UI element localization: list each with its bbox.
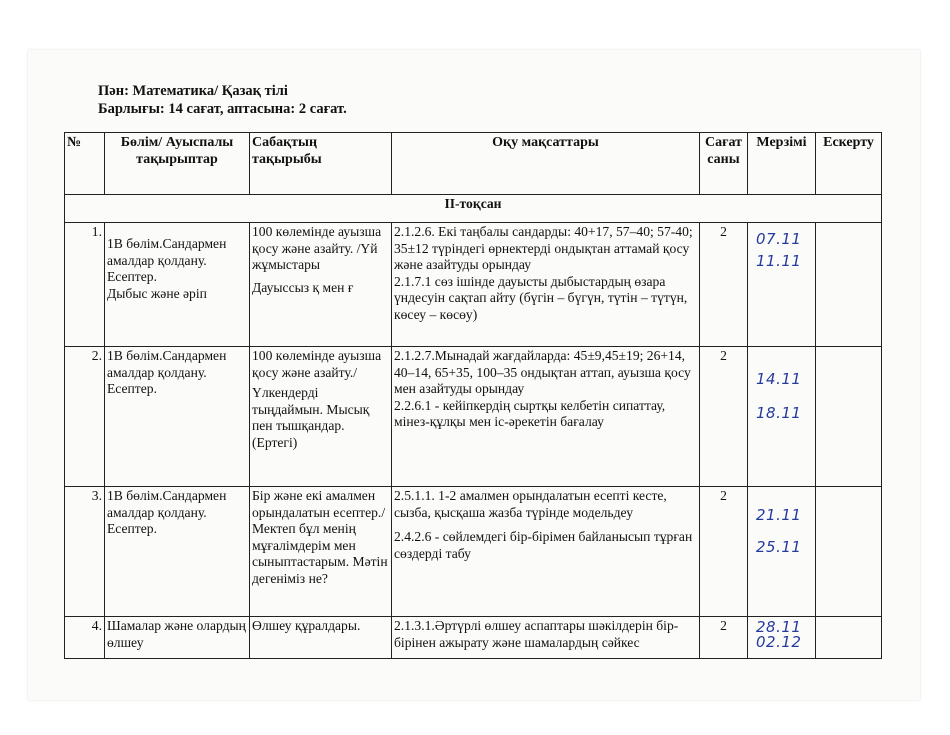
row-section bbox=[105, 487, 250, 617]
objective-text: 2.2.6.1 - кейіпкердің сыртқы келбетін сипаттау, мінез-құлқы мен іс-әрекетін бағалау bbox=[394, 397, 666, 430]
col-header-topic: Сабақтың тақырыбы bbox=[250, 133, 392, 195]
objective-text: 2.1.7.1 сөз ішінде дауысты дыбыстардың өзара үндесуін сақтап айту (бүгін – бүгүн, түтін – түтүн, көсеу – көсөу) bbox=[394, 273, 688, 322]
row-section bbox=[105, 347, 250, 487]
handwritten-date: 14.11 bbox=[756, 370, 802, 388]
table-row bbox=[65, 617, 882, 659]
handwritten-date: 11.11 bbox=[756, 252, 802, 271]
total-hours-line: Барлығы: 14 сағат, аптасына: 2 сағат. bbox=[98, 101, 347, 117]
section-text: 1В бөлім.Сандармен амалдар қолдану. Есептер. bbox=[107, 488, 227, 537]
row-hours: 2 bbox=[700, 617, 748, 659]
table-row bbox=[65, 347, 882, 487]
table-row bbox=[65, 487, 882, 617]
row-number: 1. bbox=[65, 223, 105, 347]
row-hours: 2 bbox=[700, 347, 748, 487]
objective-text: 2.1.2.7.Мынадай жағдайларда: 45±9,45±19; 26+14, 40–14, 65+35, 100–35 ондықтан аттап, ауызша қосу мен азайтуды орындау bbox=[394, 348, 691, 397]
handwritten-date: 21.11 bbox=[756, 506, 802, 524]
objective-text: 2.1.3.1.Әртүрлі өлшеу аспаптары шәкілдерін бір-бірінен ажырату және шамалардың сәйкес bbox=[394, 618, 679, 650]
row-number: 2. bbox=[65, 347, 105, 487]
row-objectives bbox=[392, 347, 700, 487]
handwritten-date: 25.11 bbox=[756, 538, 802, 557]
lesson-plan-table bbox=[64, 132, 882, 659]
row-dates bbox=[748, 617, 816, 659]
section-text: Шамалар және олардың өлшеу bbox=[107, 618, 246, 650]
topic-text: Бір және екі амалмен орындалатын есептер./ bbox=[252, 488, 386, 520]
row-note bbox=[816, 223, 882, 347]
row-topic bbox=[250, 487, 392, 617]
col-header-section: Бөлім/ Ауыспалы тақырыптар bbox=[105, 133, 250, 195]
col-header-num: № bbox=[65, 133, 105, 195]
col-header-objectives: Оқу мақсаттары bbox=[392, 133, 700, 195]
row-section bbox=[105, 617, 250, 659]
topic-text: 100 көлемінде ауызша қосу және азайту./ bbox=[252, 348, 382, 380]
quarter-row bbox=[65, 195, 882, 223]
row-section bbox=[105, 223, 250, 347]
quarter-label: ІІ-тоқсан bbox=[65, 195, 882, 223]
row-objectives bbox=[392, 617, 700, 659]
topic-text: Өлшеу құралдары. bbox=[252, 618, 361, 633]
table-header-row bbox=[65, 133, 882, 195]
handwritten-date: 07.11 bbox=[756, 230, 802, 248]
row-hours: 2 bbox=[700, 487, 748, 617]
table-row bbox=[65, 223, 882, 347]
topic-text: Дауыссыз қ мен ғ bbox=[252, 279, 354, 295]
row-topic bbox=[250, 223, 392, 347]
subject-line: Пән: Математика/ Қазақ тілі bbox=[98, 83, 288, 99]
row-note bbox=[816, 617, 882, 659]
handwritten-date: 28.11 bbox=[756, 618, 802, 636]
row-note bbox=[816, 347, 882, 487]
row-number: 3. bbox=[65, 487, 105, 617]
col-header-date: Мерзімі bbox=[748, 133, 816, 195]
row-dates bbox=[748, 223, 816, 347]
topic-text: Мектеп бұл менің мұғалімдерім мен сыныптастарым. Мәтін дегеніміз не? bbox=[252, 521, 388, 586]
topic-text: Үлкендерді тыңдаймын. Мысық пен тышқандар. (Ертегі) bbox=[252, 385, 370, 450]
objective-text: 2.1.2.6. Екі таңбалы сандарды: 40+17, 57–40; 57-40; 35±12 түріндегі өрнектерді ондықтан аттамай қосу және азайтуды орындау bbox=[394, 224, 693, 273]
section-text: Дыбыс және әріп bbox=[107, 285, 207, 301]
row-objectives bbox=[392, 223, 700, 347]
row-topic bbox=[250, 617, 392, 659]
handwritten-date: 02.12 bbox=[756, 633, 802, 651]
row-objectives bbox=[392, 487, 700, 617]
handwritten-date: 18.11 bbox=[756, 404, 802, 423]
row-dates bbox=[748, 347, 816, 487]
topic-text: 100 көлемінде ауызша қосу және азайту. /Үй жұмыстары bbox=[252, 224, 382, 273]
objective-text: 2.5.1.1. 1-2 амалмен орындалатын есепті кесте, сызба, қысқаша жазба түрінде модельдеу bbox=[394, 488, 667, 520]
row-note bbox=[816, 487, 882, 617]
objective-text: 2.4.2.6 - сөйлемдегі бір-бірімен байланысып тұрған сөздерді табу bbox=[394, 529, 693, 561]
section-text: 1В бөлім.Сандармен амалдар қолдану. Есептер. bbox=[107, 348, 227, 397]
row-hours: 2 bbox=[700, 223, 748, 347]
col-header-hours: Сағат саны bbox=[700, 133, 748, 195]
section-text: 1В бөлім.Сандармен амалдар қолдану. Есептер. bbox=[107, 236, 227, 285]
row-topic bbox=[250, 347, 392, 487]
row-number: 4. bbox=[65, 617, 105, 659]
row-dates bbox=[748, 487, 816, 617]
col-header-note: Ескерту bbox=[816, 133, 882, 195]
